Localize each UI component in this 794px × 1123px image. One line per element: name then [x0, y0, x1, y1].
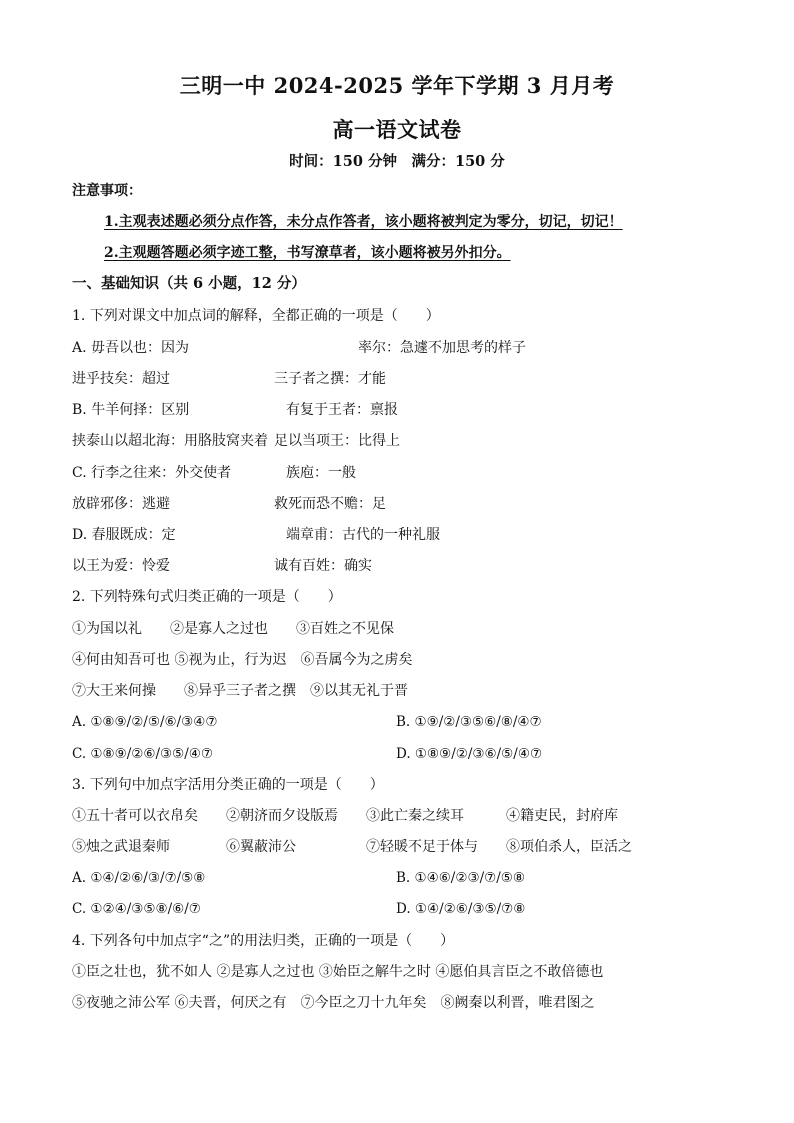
- q1-row: [72, 526, 732, 544]
- q1-row-right: 救死而恐不赡：足: [274, 496, 386, 512]
- q3-sentence: ⑤烛之武退秦师: [72, 839, 170, 855]
- q2-option-row: [72, 745, 732, 763]
- q1-row-left: C. 行李之往来：外交使者: [72, 465, 232, 481]
- q1-row-right: 族庖：一般: [286, 465, 356, 481]
- q1-stem: 1. 下列对课文中加点词的解释，全都正确的一项是（ ）: [72, 308, 440, 324]
- q3-option-b: B. ①④⑥/②③/⑦/⑤⑧: [396, 870, 525, 886]
- q2-sentence-line: ④何由知吾可也 ⑤视为止，行为迟 ⑥吾属今为之虏矣: [72, 652, 413, 668]
- q3-sentence: ⑥翼蔽沛公: [226, 839, 296, 855]
- q3-option-row: [72, 869, 732, 887]
- q2-sentence-line: ⑦大王来何操 ⑧异乎三子者之撰 ⑨以其无礼于晋: [72, 683, 408, 699]
- q2-option-a: A. ①⑧⑨/②/⑤/⑥/③④⑦: [72, 714, 218, 730]
- q1-row-left: B. 牛羊何择：区别: [72, 402, 190, 418]
- q2-option-c: C. ①⑧⑨/②⑥/③⑤/④⑦: [72, 746, 213, 762]
- q1-row: [72, 432, 732, 450]
- q3-option-d: D. ①④/②⑥/③⑤/⑦⑧: [396, 901, 526, 917]
- q3-sentence: ⑧项伯杀人，臣活之: [506, 839, 632, 855]
- q1-row: [72, 370, 732, 388]
- q1-row: [72, 495, 732, 513]
- q3-sentence: ⑦轻暖不足于体与: [366, 839, 478, 855]
- q1-row-left: 放辟邪侈：逃避: [72, 496, 170, 512]
- notice-item-1: 1.主观表述题必须分点作答，未分点作答者，该小题将被判定为零分，切记，切记！: [104, 214, 623, 230]
- q2-stem: 2. 下列特殊句式归类正确的一项是（ ）: [72, 589, 342, 605]
- q1-row-right: 率尔：急遽不加思考的样子: [358, 340, 526, 356]
- q2-option-d: D. ①⑧⑨/②/③⑥/⑤/④⑦: [396, 746, 543, 762]
- q2-option-row: [72, 713, 732, 731]
- notice-heading: 注意事项：: [72, 183, 142, 199]
- q3-sentence: ②朝济而夕设版焉: [226, 808, 338, 824]
- q4-sentence-line: ⑤夜驰之沛公军 ⑥夫晋，何厌之有 ⑦今臣之刀十九年矣 ⑧阙秦以利晋，唯君图之: [72, 995, 595, 1011]
- q3-option-a: A. ①④/②⑥/③/⑦/⑤⑧: [72, 870, 206, 886]
- q4-stem: 4. 下列各句中加点字“之”的用法归类，正确的一项是（ ）: [72, 933, 455, 949]
- q3-sentence: ①五十者可以衣帛矣: [72, 808, 198, 824]
- q1-row: [72, 401, 732, 419]
- q1-row-left: 挟泰山以超北海：用胳肢窝夹着: [72, 433, 268, 449]
- exam-title: 三明一中 2024-2025 学年下学期 3 月月考: [179, 73, 615, 98]
- section-1-heading: 一、基础知识（共 6 小题，12 分）: [72, 275, 306, 292]
- q1-row: [72, 464, 732, 482]
- q1-row-right: 端章甫：古代的一种礼服: [286, 527, 440, 543]
- q4-sentence-line: ①臣之壮也，犹不如人 ②是寡人之过也 ③始臣之解牛之时 ④愿伯具言臣之不敢倍德也: [72, 964, 604, 980]
- q1-row-left: 进乎技矣：超过: [72, 371, 170, 387]
- q1-row: [72, 339, 732, 357]
- q1-row: [72, 557, 732, 575]
- q3-stem: 3. 下列句中加点字活用分类正确的一项是（ ）: [72, 777, 384, 793]
- q2-option-b: B. ①⑨/②/③⑤⑥/⑧/④⑦: [396, 714, 542, 730]
- exam-time-score: 时间：150 分钟 满分：150 分: [289, 153, 505, 170]
- q1-row-right: 诚有百姓：确实: [274, 558, 372, 574]
- q3-option-row: [72, 900, 732, 918]
- q1-row-left: D. 春服既成：定: [72, 527, 176, 543]
- q3-sentence: ④籍吏民，封府库: [506, 808, 618, 824]
- exam-subtitle: 高一语文试卷: [332, 117, 462, 142]
- q1-row-left: 以王为爱：怜爱: [72, 558, 170, 574]
- q2-sentence-line: ①为国以礼 ②是寡人之过也 ③百姓之不见保: [72, 621, 394, 637]
- q1-row-right: 三子者之撰：才能: [274, 371, 386, 387]
- q1-row-left: A. 毋吾以也：因为: [72, 340, 190, 356]
- q1-row-right: 足以当项王：比得上: [274, 433, 400, 449]
- q3-option-c: C. ①②④/③⑤⑧/⑥/⑦: [72, 901, 201, 917]
- q1-row-right: 有复于王者：禀报: [286, 402, 398, 418]
- q3-sentence: ③此亡秦之续耳: [366, 808, 464, 824]
- notice-item-2: 2.主观题答题必须字迹工整，书写潦草者，该小题将被另外扣分。: [104, 245, 511, 261]
